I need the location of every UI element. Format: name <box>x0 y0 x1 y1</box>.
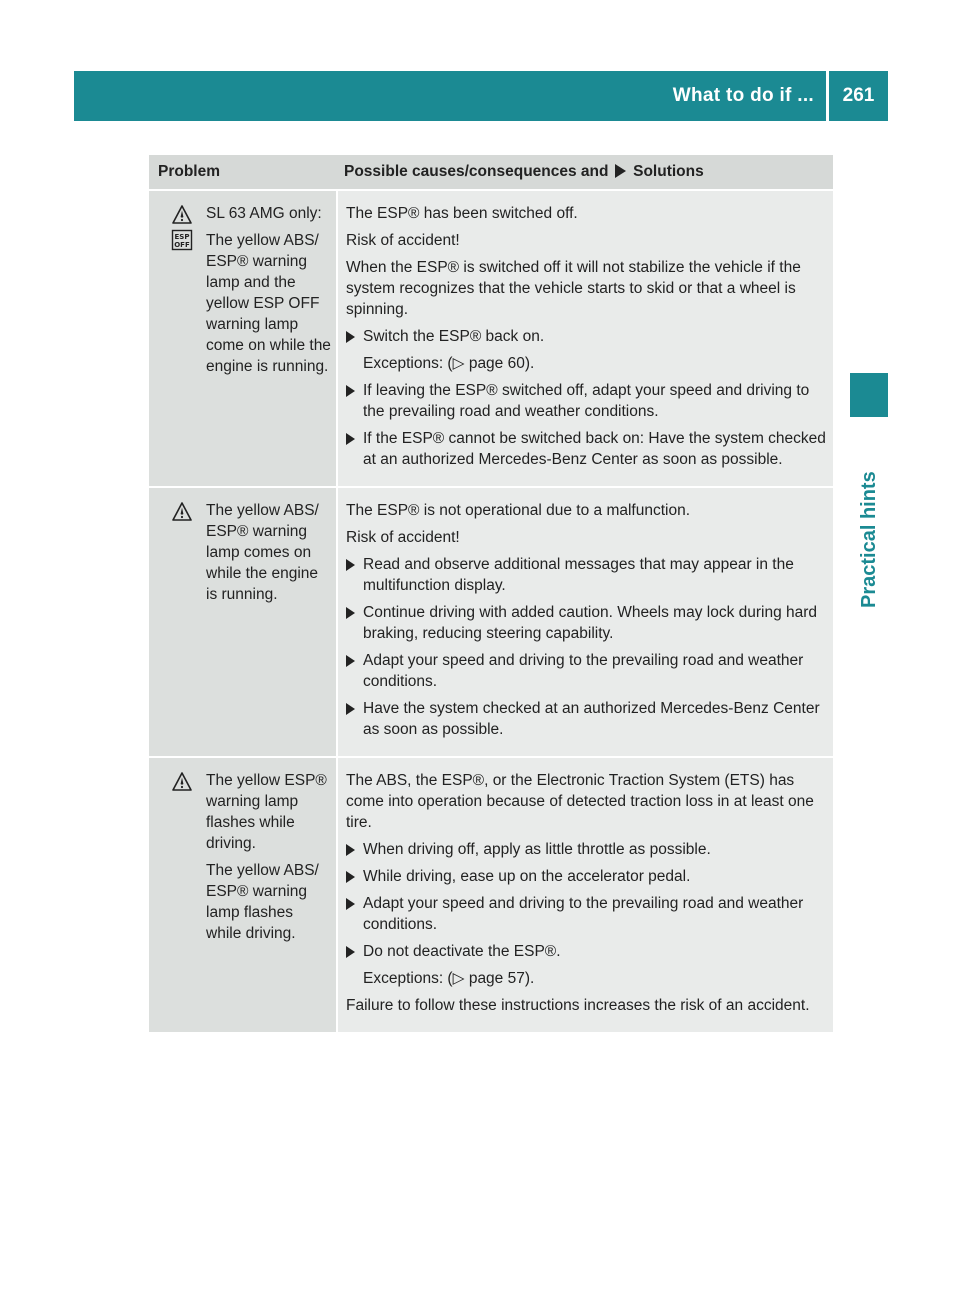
cause-text: The ESP® is not operational due to a malfunction. <box>346 502 691 519</box>
svg-text:ESP: ESP <box>174 233 190 241</box>
table-row <box>149 191 833 486</box>
solution-step <box>346 602 827 644</box>
indicator-icons <box>171 771 195 796</box>
cause-text: The ABS, the ESP®, or the Electronic Traction System (ETS) has come into operation because of detected traction loss in at least one tire. <box>346 772 814 831</box>
step-text: While driving, ease up on the accelerator pedal. <box>363 868 691 885</box>
solution-step <box>346 698 827 740</box>
arrow-bullet-icon <box>346 607 355 619</box>
arrow-bullet-icon <box>346 433 355 445</box>
indicator-icons <box>171 501 195 526</box>
solution-cell <box>338 758 833 1032</box>
solution-step <box>346 554 827 596</box>
cause-text: Risk of accident! <box>346 529 460 546</box>
solution-step <box>346 839 827 860</box>
problem-text: The yellow ESP® warning lamp flashes while driving. <box>206 772 327 852</box>
solution-step <box>346 941 827 962</box>
troubleshooting-table <box>149 155 833 1032</box>
problem-cell <box>149 191 336 486</box>
esp-off-icon <box>171 229 193 251</box>
table-header <box>149 155 833 189</box>
problem-cell <box>149 758 336 1032</box>
step-text: Adapt your speed and driving to the prevailing road and weather conditions. <box>363 895 804 933</box>
step-text: Switch the ESP® back on. <box>363 328 545 345</box>
exception-note: Exceptions: (▷ page 57). <box>363 970 535 987</box>
solution-step <box>346 326 827 347</box>
arrow-bullet-icon <box>346 559 355 571</box>
problem-text: The yellow ABS/ ESP® warning lamp and the yellow ESP OFF warning lamp come on while the engine is running. <box>206 232 331 375</box>
solution-cell <box>338 191 833 486</box>
table-row <box>149 488 833 756</box>
col-header-problem: Problem <box>158 163 221 180</box>
page-header <box>74 71 888 121</box>
side-tab-label: Practical hints <box>858 471 880 608</box>
col-header-solutions-text-2: Solutions <box>633 163 704 180</box>
problem-text: The yellow ABS/ ESP® warning lamp flashes while driving. <box>206 862 319 942</box>
problem-text: The yellow ABS/ ESP® warning lamp comes on while the engine is running. <box>206 502 319 603</box>
arrow-bullet-icon <box>346 844 355 856</box>
page-number: 261 <box>842 85 875 106</box>
solution-step <box>346 650 827 692</box>
step-text: Have the system checked at an authorized Mercedes-Benz Center as soon as possible. <box>363 700 820 738</box>
arrow-bullet-icon <box>346 871 355 883</box>
problem-text: SL 63 AMG only: <box>206 205 322 222</box>
exception-note: Exceptions: (▷ page 60). <box>363 355 535 372</box>
col-header-solutions-text: Possible causes/consequences and <box>344 163 609 180</box>
solution-step <box>346 428 827 470</box>
warning-triangle-icon <box>171 501 193 523</box>
problem-cell <box>149 488 336 756</box>
step-text: If leaving the ESP® switched off, adapt your speed and driving to the prevailing road and weather conditions. <box>363 382 810 420</box>
warning-triangle-icon <box>171 771 193 793</box>
solution-step <box>346 866 827 887</box>
step-text: Adapt your speed and driving to the prevailing road and weather conditions. <box>363 652 804 690</box>
solution-step <box>346 380 827 422</box>
arrow-bullet-icon <box>346 385 355 397</box>
svg-text:OFF: OFF <box>174 241 190 249</box>
table-row <box>149 758 833 1032</box>
arrow-bullet-icon <box>346 946 355 958</box>
cause-text: The ESP® has been switched off. <box>346 205 578 222</box>
step-text: Read and observe additional messages that may appear in the multifunction display. <box>363 556 794 594</box>
section-title: What to do if ... <box>672 85 814 106</box>
step-text: If the ESP® cannot be switched back on: Have the system checked at an authorized Mercedes-Benz Center as soon as possible. <box>363 430 826 468</box>
warning-footer-text: Failure to follow these instructions increases the risk of an accident. <box>346 997 810 1014</box>
step-text: Continue driving with added caution. Wheels may lock during hard braking, reducing steering capability. <box>363 604 818 642</box>
cause-text: When the ESP® is switched off it will not stabilize the vehicle if the system recognizes that the vehicle starts to skid or that a wheel is spinning. <box>346 259 801 318</box>
arrow-bullet-icon <box>346 898 355 910</box>
solution-step <box>346 893 827 935</box>
arrow-bullet-icon <box>346 655 355 667</box>
step-text: When driving off, apply as little throttle as possible. <box>363 841 711 858</box>
side-tab-marker <box>850 373 888 417</box>
arrow-bullet-icon <box>615 164 626 178</box>
indicator-icons <box>171 204 195 254</box>
solution-cell <box>338 488 833 756</box>
col-header-solutions <box>336 155 833 189</box>
arrow-bullet-icon <box>346 703 355 715</box>
step-text: Do not deactivate the ESP®. <box>363 943 561 960</box>
warning-triangle-icon <box>171 204 193 226</box>
cause-text: Risk of accident! <box>346 232 460 249</box>
arrow-bullet-icon <box>346 331 355 343</box>
